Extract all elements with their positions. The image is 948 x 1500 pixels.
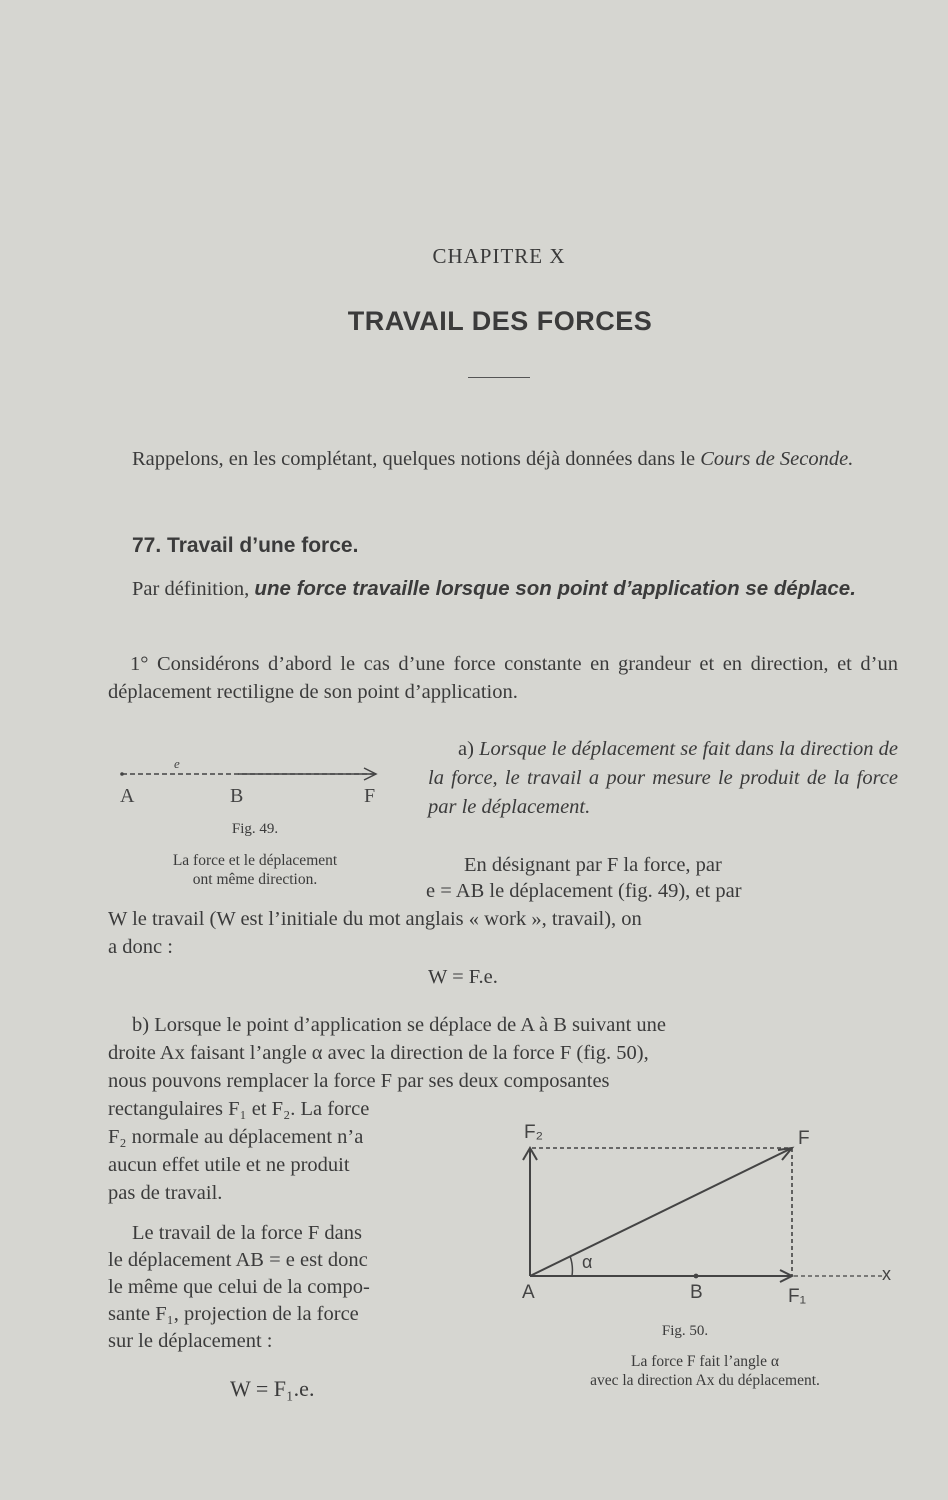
fig49-caption-line2: ont même direction. bbox=[192, 871, 318, 888]
case-b-line-3: nous pouvons remplacer la force F par ses deux composantes bbox=[108, 1070, 610, 1092]
case-b-line-2: droite Ax faisant l’angle α avec la direction de la force F (fig. 50), bbox=[108, 1042, 649, 1064]
work-line-3: le même que celui de la compo- bbox=[108, 1276, 370, 1298]
fig50-label-f2: F₂ bbox=[524, 1122, 543, 1143]
fig50-number: Fig. 50. bbox=[661, 1323, 709, 1339]
title-divider bbox=[468, 377, 530, 378]
designation-line-1: En désignant par F la force, par bbox=[464, 854, 722, 876]
intro-paragraph bbox=[110, 445, 896, 473]
designation-line-3: W le travail (W est l’initiale du mot anglais « work », travail), on bbox=[108, 908, 642, 930]
rect-line-2: F₂ normale au déplacement n’a bbox=[108, 1126, 364, 1148]
work-line-1: Le travail de la force F dans bbox=[132, 1222, 362, 1244]
fig49-caption-line1: La force et le déplacement bbox=[172, 852, 338, 869]
definition-paragraph bbox=[108, 575, 898, 603]
work-line-2: le déplacement AB = e est donc bbox=[108, 1249, 368, 1271]
rect-line-3: aucun effet utile et ne produit bbox=[108, 1154, 350, 1176]
figure-50 bbox=[510, 1112, 910, 1322]
designation-line-2: e = AB le déplacement (fig. 49), et par bbox=[426, 880, 742, 902]
intro-italic: Cours de Seconde. bbox=[700, 448, 854, 470]
fig50-caption-line2: avec la direction Ax du déplacement. bbox=[590, 1372, 820, 1389]
fig49-label-a: A bbox=[120, 785, 135, 807]
point-a bbox=[120, 772, 124, 776]
designation-line-4: a donc : bbox=[108, 936, 173, 958]
definition-prefix: Par définition, bbox=[132, 578, 255, 600]
case-a-paragraph bbox=[428, 735, 898, 822]
fig50-label-b: B bbox=[690, 1282, 703, 1303]
fig49-label-f: F bbox=[364, 785, 376, 807]
angle-arc bbox=[570, 1256, 572, 1276]
rect-line-1: rectangulaires F₁ et F₂. La force bbox=[108, 1098, 370, 1120]
case-a-text: Lorsque le déplacement se fait dans la direction de la force, le travail a pour mesure le produit de la force par le déplacement. bbox=[428, 738, 898, 818]
fig49-label-e: e bbox=[174, 756, 180, 771]
intro-text: Rappelons, en les complétant, quelques notions déjà données dans le bbox=[132, 448, 701, 470]
fig49-label-b: B bbox=[230, 785, 244, 807]
case-a-label: a) bbox=[458, 738, 480, 760]
fig50-caption-line1: La force F fait l’angle α bbox=[631, 1353, 779, 1370]
definition-emphasis: une force travaille lorsque son point d’application se déplace. bbox=[254, 577, 856, 600]
work-line-5: sur le déplacement : bbox=[108, 1330, 273, 1352]
fig50-label-alpha: α bbox=[582, 1252, 593, 1272]
work-line-4: sante F₁, projection de la force bbox=[108, 1303, 359, 1325]
fig50-caption bbox=[500, 1352, 910, 1390]
fig49-caption bbox=[110, 851, 400, 889]
formula-work-1: W = F.e. bbox=[428, 966, 498, 988]
formula-work-2: W = F₁.e. bbox=[230, 1376, 315, 1401]
fig49-number: Fig. 49. bbox=[231, 821, 279, 837]
fig50-label-f: F bbox=[798, 1128, 810, 1149]
chapter-number: CHAPITRE X bbox=[432, 244, 566, 268]
case-b-line-1: b) Lorsque le point d’application se déplace de A à B suivant une bbox=[132, 1014, 666, 1036]
case1-paragraph: 1° Considérons d’abord le cas d’une force constante en grandeur et en direction, et d’un déplacement rectiligne de son point d’application. bbox=[108, 653, 898, 703]
fig50-label-x: x bbox=[882, 1264, 891, 1284]
figure-49 bbox=[108, 752, 398, 808]
point-b bbox=[694, 1274, 699, 1279]
rect-line-4: pas de travail. bbox=[108, 1182, 223, 1204]
f-vector bbox=[530, 1148, 792, 1276]
section-heading: 77. Travail d’une force. bbox=[132, 534, 359, 557]
chapter-title: TRAVAIL DES FORCES bbox=[347, 306, 653, 336]
fig50-label-f1: F₁ bbox=[788, 1286, 807, 1307]
fig50-label-a: A bbox=[522, 1282, 535, 1303]
